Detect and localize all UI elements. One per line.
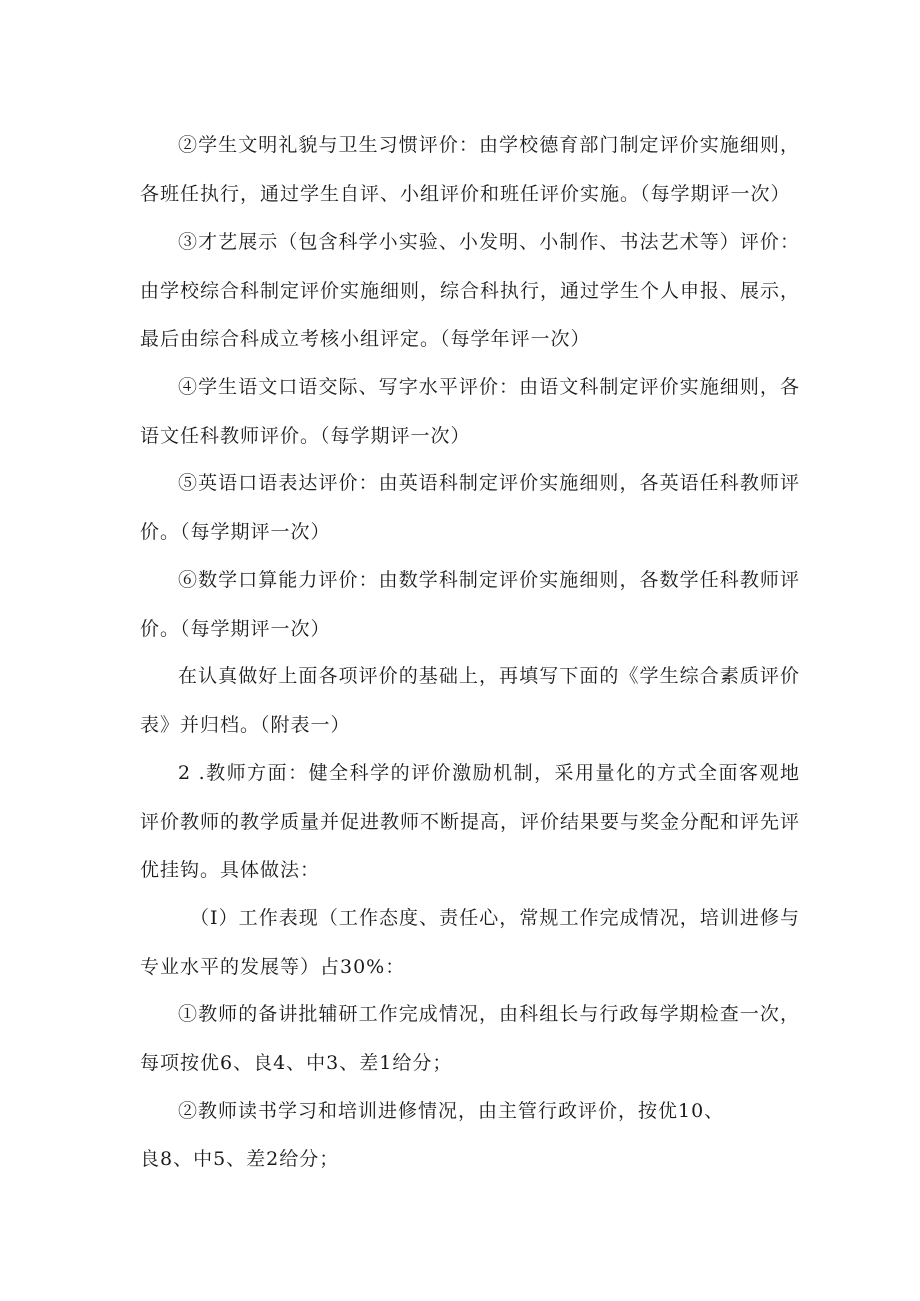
paragraph-talent-show: ③才艺展示（包含科学小实验、小发明、小制作、书法艺术等）评价：由学校综合科制定评价实施细则，综合科执行，通过学生个人申报、展示，最后由综合科成立考核小组评定。（每学年评一次） xyxy=(140,231,801,350)
paragraph-work-performance: （I）工作表现（工作态度、责任心，常规工作完成情况，培训进修与专业水平的发展等）占30%： xyxy=(140,907,800,978)
paragraph-chinese-oral: ④学生语文口语交际、写字水平评价：由语文科制定评价实施细则，各语文任科教师评价。（每学期评一次） xyxy=(140,376,800,447)
paragraph-math-mental: ⑥数学口算能力评价：由数学科制定评价实施细则，各数学任科教师评价。（每学期评一次） xyxy=(140,569,800,640)
paragraph-english-oral: ⑤英语口语表达评价：由英语科制定评价实施细则，各英语任科教师评价。（每学期评一次） xyxy=(140,472,800,543)
paragraph-teacher-section: 2 .教师方面：健全科学的评价激励机制，采用量化的方式全面客观地评价教师的教学质量并促进教师不断提高，评价结果要与奖金分配和评先评优挂钩。具体做法： xyxy=(140,762,801,881)
paragraph-teaching-tasks: ①教师的备讲批辅研工作完成情况，由科组长与行政每学期检查一次，每项按优6、良4、中3、差1给分； xyxy=(140,1003,800,1074)
paragraph-student-etiquette: ②学生文明礼貌与卫生习惯评价：由学校德育部门制定评价实施细则，各班任执行，通过学生自评、小组评价和班任评价实施。（每学期评一次） xyxy=(140,134,800,205)
paragraph-reading-training: ②教师读书学习和培训进修情况，由主管行政评价，按优10、 xyxy=(178,1100,725,1122)
paragraph-reading-training-cont: 良8、中5、差2给分； xyxy=(140,1148,340,1170)
paragraph-summary-form: 在认真做好上面各项评价的基础上，再填写下面的《学生综合素质评价表》并归档。（附表一） xyxy=(140,665,800,736)
